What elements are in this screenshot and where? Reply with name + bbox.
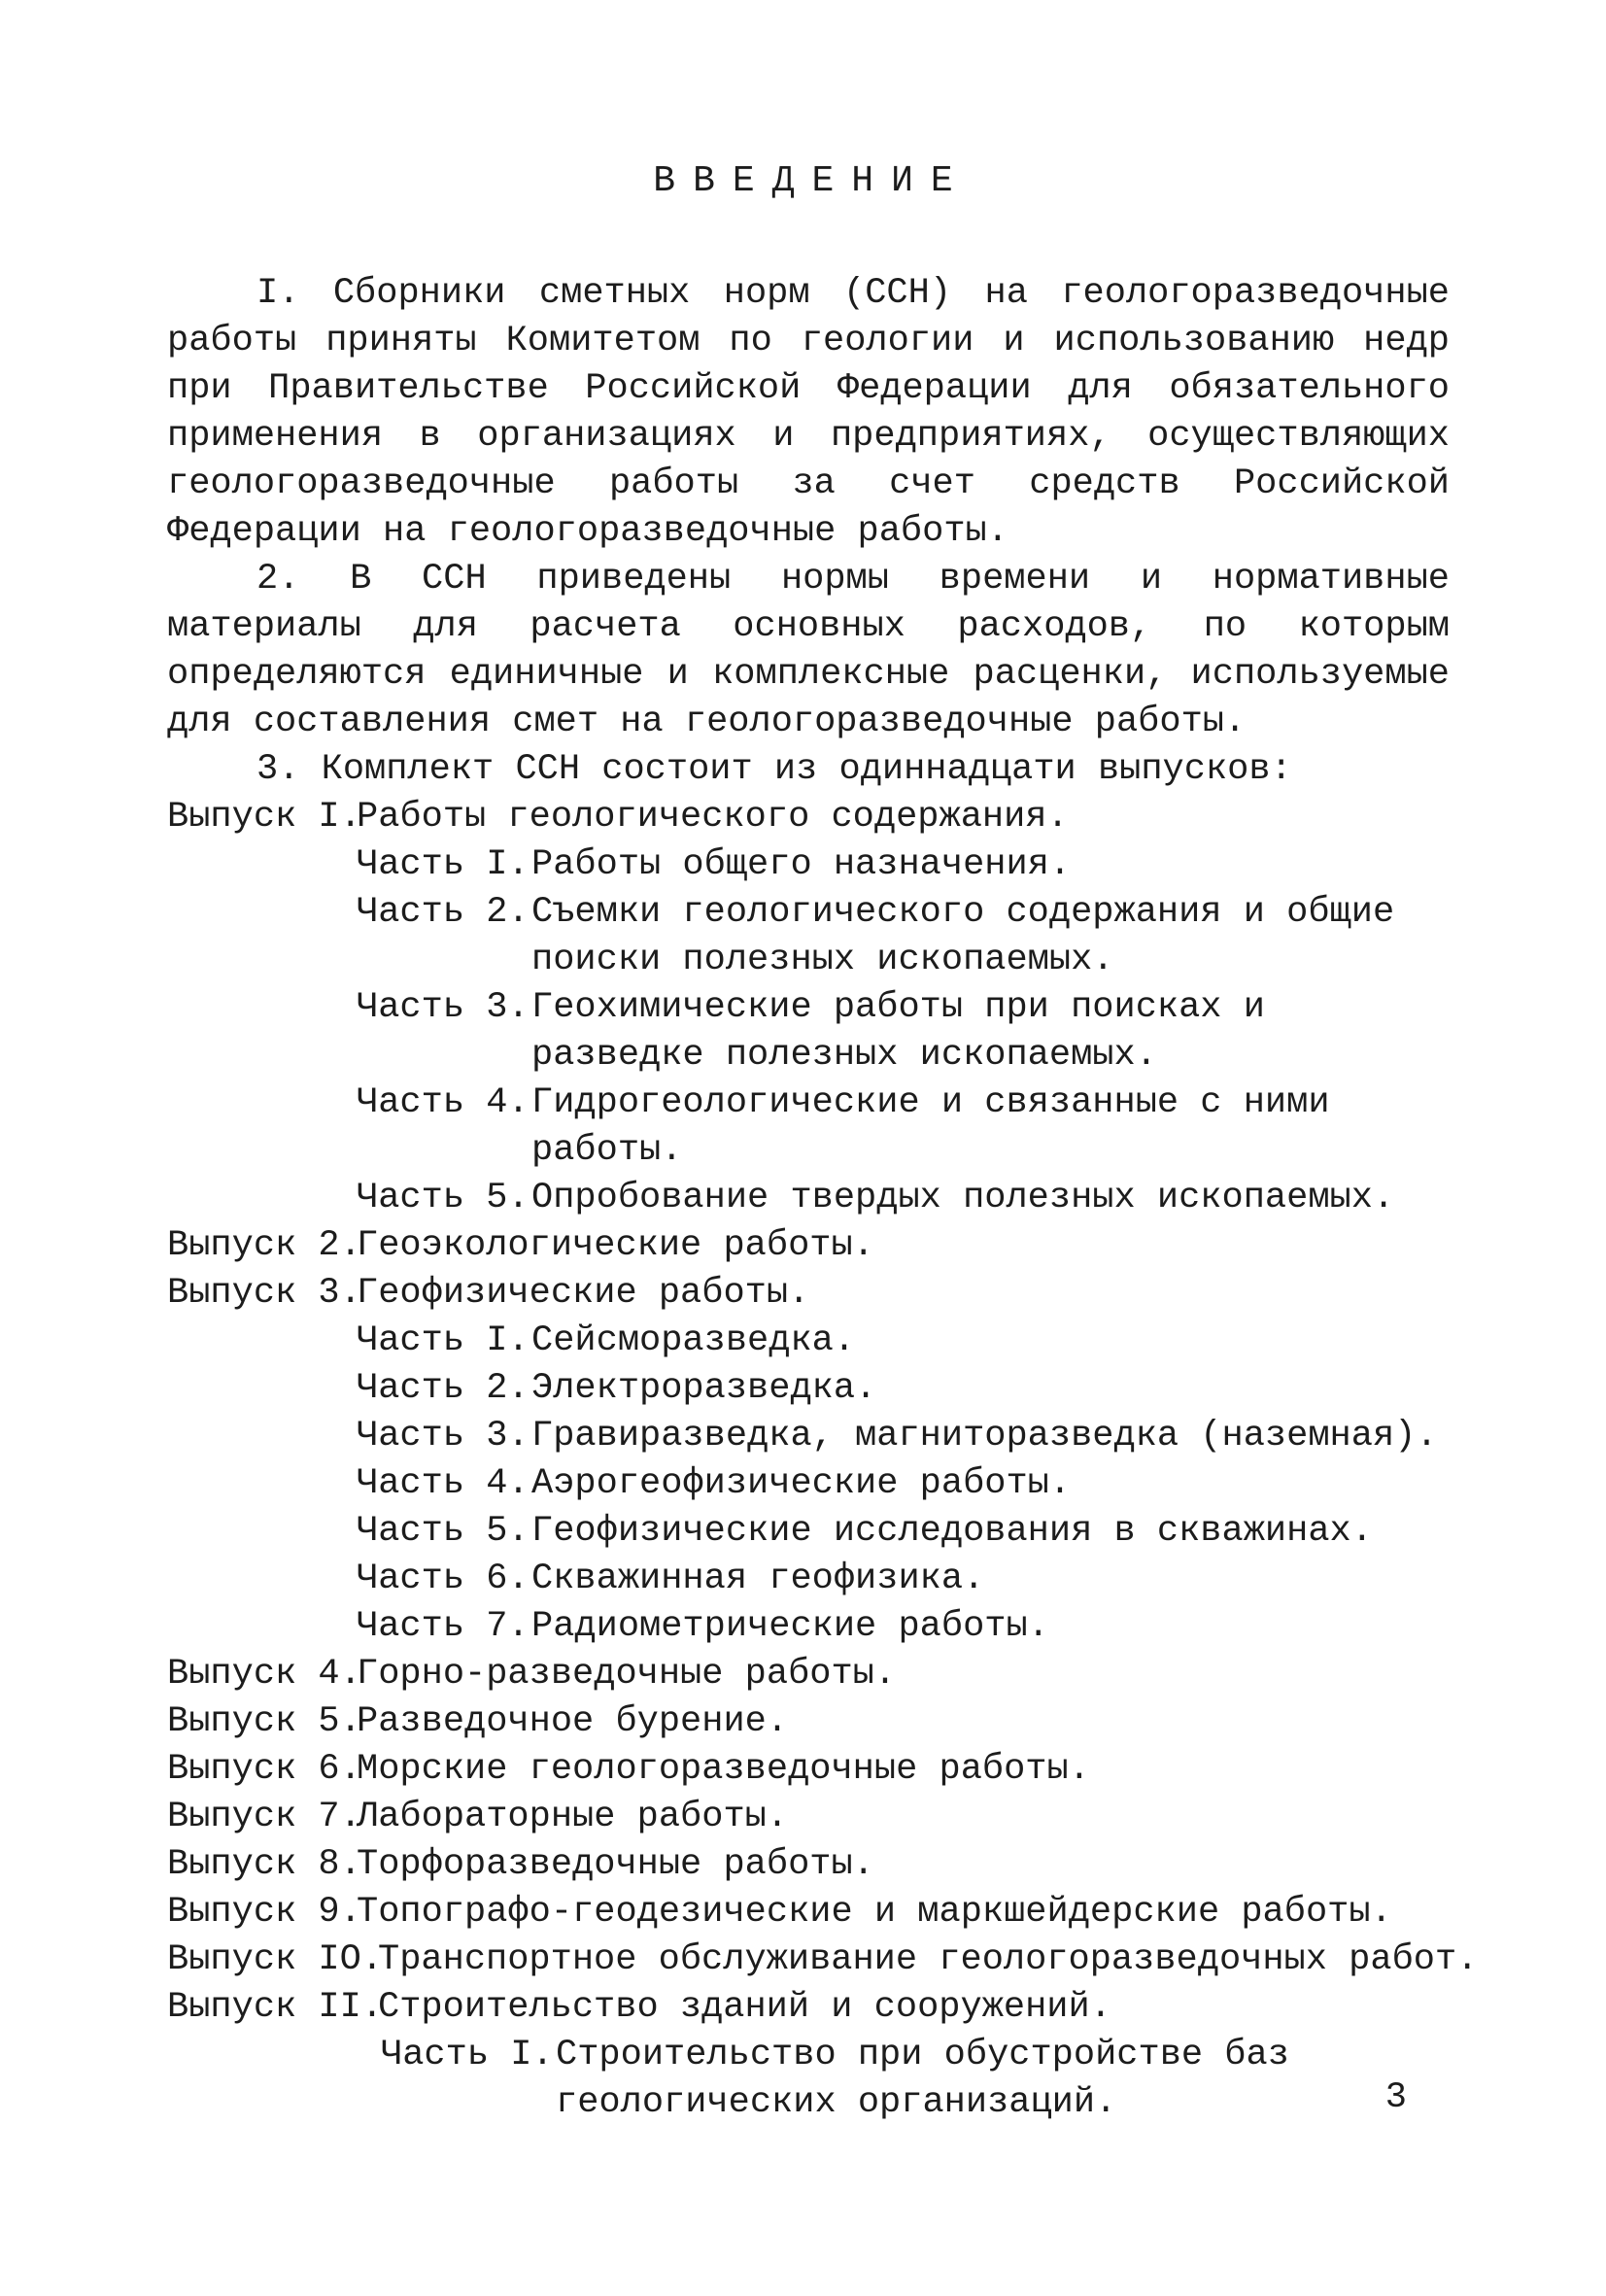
issue-3-part-5 [357, 1508, 1450, 1556]
issue-1-part-5 [357, 1175, 1450, 1222]
issue-5 [167, 1698, 1450, 1746]
issue-11 [167, 1984, 1450, 2032]
issue-8 [167, 1841, 1450, 1889]
paragraph-1: I. Сборники сметных норм (ССН) на геологоразведочные работы приняты Комитетом по геологии и использованию недр при Правительстве Российской Федерации для обязательного применения в организациях и предприятиях, осуществляющих геологоразведочные работы за счет средств Российской Федерации на геологоразведочные работы. [167, 273, 1450, 552]
part-title: Геохимические работы при поисках и разведке полезных ископаемых. [531, 987, 1265, 1076]
part-title: Скважинная геофизика. [531, 1559, 985, 1599]
part-label: Часть I. [381, 2035, 554, 2075]
part-label: Часть 4. [357, 1082, 530, 1123]
issue-title: Лабораторные работы. [357, 1797, 789, 1837]
issue-title: Топографо-геодезические и маркшейдерские работы. [357, 1892, 1392, 1933]
issue-label: Выпуск II. [167, 1987, 384, 2028]
body-text [167, 270, 1479, 2127]
issue-label: Выпуск 2. [167, 1225, 361, 1266]
part-title: Сейсморазведка. [531, 1320, 856, 1361]
issue-label: Выпуск 8. [167, 1844, 361, 1885]
issue-6 [167, 1746, 1450, 1794]
issue-3 [167, 1270, 1450, 1318]
issue-title: Торфоразведочные работы. [357, 1844, 874, 1885]
part-title: Электроразведка. [531, 1368, 877, 1409]
issue-label: Выпуск 7. [167, 1797, 361, 1837]
issue-1-part-3 [357, 984, 1450, 1079]
part-label: Часть 7. [357, 1606, 530, 1647]
issue-label: Выпуск 3. [167, 1273, 361, 1314]
part-label: Часть 3. [357, 1416, 530, 1456]
issue-label: Выпуск IO. [167, 1939, 384, 1980]
part-label: Часть 5. [357, 1511, 530, 1552]
part-title: Гравиразведка, магниторазведка (наземная). [531, 1416, 1438, 1456]
issue-1-part-2 [357, 889, 1450, 984]
part-title: Опробование твердых полезных ископаемых. [531, 1178, 1395, 1218]
part-title: Работы общего назначения. [531, 844, 1072, 885]
issue-3-part-2 [357, 1365, 1450, 1413]
page-title: ВВЕДЕНИЕ [653, 160, 971, 202]
part-title: Аэрогеофизические работы. [531, 1463, 1072, 1504]
issue-label: Выпуск 4. [167, 1654, 361, 1695]
issue-1 [167, 794, 1450, 841]
issue-11-part-1 [381, 2032, 1450, 2127]
issue-7 [167, 1794, 1450, 1841]
paragraph-3: 3. Комплект ССН состоит из одиннадцати выпусков: [256, 749, 1292, 790]
part-title: Гидрогеологические и связанные с ними работы. [531, 1082, 1330, 1171]
issue-2 [167, 1222, 1450, 1270]
issue-1-part-4 [357, 1079, 1450, 1175]
part-label: Часть 6. [357, 1559, 530, 1599]
part-label: Часть 5. [357, 1178, 530, 1218]
page-number: 3 [1384, 2077, 1407, 2118]
issue-label: Выпуск 6. [167, 1749, 361, 1790]
part-title: Радиометрические работы. [531, 1606, 1049, 1647]
issue-title: Строительство зданий и сооружений. [378, 1987, 1111, 2028]
part-title: Строительство при обустройстве баз геологических организаций. [556, 2035, 1289, 2123]
issue-label: Выпуск 9. [167, 1892, 361, 1933]
issue-10 [167, 1936, 1479, 1984]
issue-title: Геофизические работы. [357, 1273, 810, 1314]
issue-title: Работы геологического содержания. [357, 797, 1069, 838]
issue-title: Геоэкологические работы. [357, 1225, 874, 1266]
issue-title: Морские геологоразведочные работы. [357, 1749, 1090, 1790]
part-label: Часть 4. [357, 1463, 530, 1504]
part-label: Часть 2. [357, 1368, 530, 1409]
issue-1-part-1 [357, 841, 1450, 889]
part-label: Часть I. [357, 1320, 530, 1361]
issue-title: Разведочное бурение. [357, 1701, 789, 1742]
part-label: Часть 2. [357, 892, 530, 933]
issue-3-part-7 [357, 1603, 1450, 1651]
issue-4 [167, 1651, 1450, 1698]
issue-3-part-1 [357, 1318, 1450, 1365]
issue-3-part-4 [357, 1460, 1450, 1508]
issue-title: Транспортное обслуживание геологоразведочных работ. [378, 1939, 1479, 1980]
issue-3-part-3 [357, 1413, 1450, 1460]
paragraph-2: 2. В ССН приведены нормы времени и нормативные материалы для расчета основных расходов, по которым определяются единичные и комплексные расценки, используемые для составления смет на геологоразведочные работы. [167, 559, 1450, 742]
part-label: Часть I. [357, 844, 530, 885]
part-title: Съемки геологического содержания и общие поиски полезных ископаемых. [531, 892, 1395, 980]
part-title: Геофизические исследования в скважинах. [531, 1511, 1373, 1552]
part-label: Часть 3. [357, 987, 530, 1028]
issue-9 [167, 1889, 1450, 1936]
issue-title: Горно-разведочные работы. [357, 1654, 897, 1695]
issue-3-part-6 [357, 1556, 1450, 1603]
issue-label: Выпуск 5. [167, 1701, 361, 1742]
issue-label: Выпуск I. [167, 797, 361, 838]
